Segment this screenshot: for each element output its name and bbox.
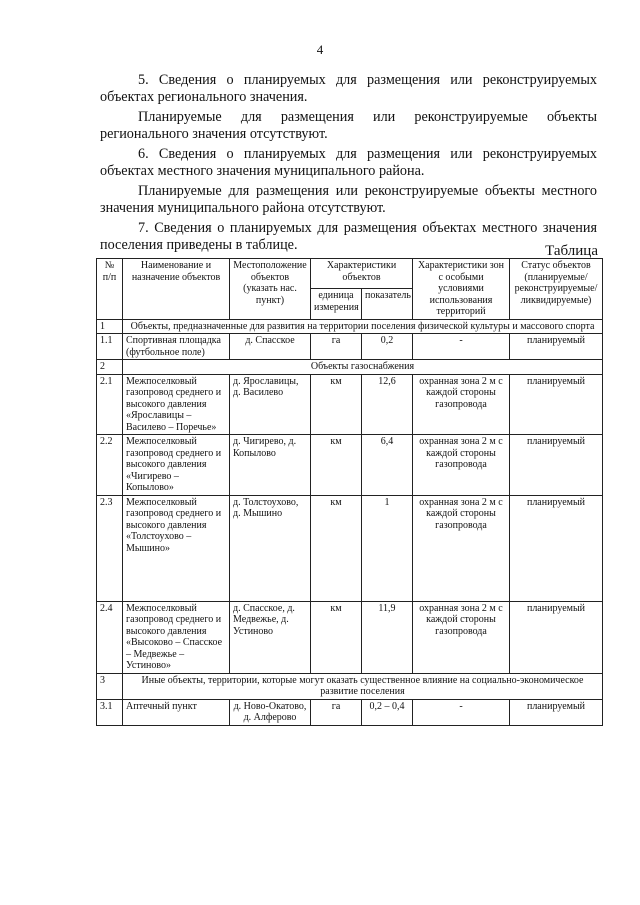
row-name: Аптечный пункт <box>123 699 230 725</box>
row-status: планируемый <box>510 435 603 496</box>
row-location: д. Ново-Окатово, д. Алферово <box>230 699 311 725</box>
row-value: 12,6 <box>362 374 413 435</box>
row-value: 6,4 <box>362 435 413 496</box>
header-location: Местоположение объектов (указать нас. пункт) <box>230 259 311 320</box>
row-status: планируемый <box>510 374 603 435</box>
row-unit: км <box>311 601 362 673</box>
row-num: 3.1 <box>97 699 123 725</box>
section-num: 3 <box>97 673 123 699</box>
row-zone: - <box>413 699 510 725</box>
row-value: 0,2 <box>362 334 413 360</box>
header-row <box>97 259 603 289</box>
row-value: 11,9 <box>362 601 413 673</box>
header-name: Наименование и назначение объектов <box>123 259 230 320</box>
row-unit: км <box>311 435 362 496</box>
row-num: 2.2 <box>97 435 123 496</box>
row-unit: км <box>311 374 362 435</box>
table-row <box>97 435 603 496</box>
table-row <box>97 334 603 360</box>
header-value: показатель <box>362 289 413 319</box>
row-location: д. Толстоухово, д. Мышино <box>230 495 311 601</box>
section-row <box>97 360 603 375</box>
table-row <box>97 699 603 725</box>
row-name: Межпоселковый газопровод среднего и высокого давления «Чигирево – Копылово» <box>123 435 230 496</box>
section-num: 2 <box>97 360 123 375</box>
page-number: 4 <box>316 42 324 57</box>
row-name: Межпоселковый газопровод среднего и высокого давления «Высоково – Спасское – Медвежье – Устиново» <box>123 601 230 673</box>
section-title: Объекты газоснабжения <box>123 360 603 375</box>
row-zone: охранная зона 2 м с каждой стороны газопровода <box>413 374 510 435</box>
row-zone: охранная зона 2 м с каждой стороны газопровода <box>413 435 510 496</box>
row-zone: охранная зона 2 м с каждой стороны газопровода <box>413 495 510 601</box>
row-num: 2.1 <box>97 374 123 435</box>
objects-table <box>96 258 603 726</box>
section-row <box>97 319 603 334</box>
row-name: Межпоселковый газопровод среднего и высокого давления «Толстоухово – Мышино» <box>123 495 230 601</box>
header-unit: единица измерения <box>311 289 362 319</box>
row-name: Спортивная площадка (футбольное поле) <box>123 334 230 360</box>
section-title: Иные объекты, территории, которые могут оказать существенное влияние на социально-экономическое развитие поселения <box>123 673 603 699</box>
paragraph-5-note: Планируемые для размещения или реконструируемые объекты регионального значения отсутствуют. <box>100 109 597 142</box>
row-zone: охранная зона 2 м с каждой стороны газопровода <box>413 601 510 673</box>
section-num: 1 <box>97 319 123 334</box>
table-row <box>97 495 603 601</box>
row-status: планируемый <box>510 601 603 673</box>
row-value: 1 <box>362 495 413 601</box>
header-num: № п/п <box>97 259 123 320</box>
row-unit: га <box>311 699 362 725</box>
paragraph-6-note: Планируемые для размещения или реконструируемые объекты местного значения муниципального района отсутствуют. <box>100 183 597 216</box>
table-row <box>97 374 603 435</box>
row-zone: - <box>413 334 510 360</box>
row-name: Межпоселковый газопровод среднего и высокого давления «Ярославицы – Василево – Поречье» <box>123 374 230 435</box>
row-location: д. Спасское, д. Медвежье, д. Устиново <box>230 601 311 673</box>
row-location: д. Спасское <box>230 334 311 360</box>
paragraph-6: 6. Сведения о планируемых для размещения или реконструируемых объектах местного значения муниципального района. <box>100 146 597 179</box>
header-status: Статус объектов (планируемые/ реконструируемые/ликвидируемые) <box>510 259 603 320</box>
row-num: 2.4 <box>97 601 123 673</box>
row-value: 0,2 – 0,4 <box>362 699 413 725</box>
table-row <box>97 601 603 673</box>
intro-text <box>100 72 597 253</box>
header-zones: Характеристики зон с особыми условиями использования территорий <box>413 259 510 320</box>
row-status: планируемый <box>510 495 603 601</box>
section-title: Объекты, предназначенные для развития на территории поселения физической культуры и массового спорта <box>123 319 603 334</box>
row-unit: км <box>311 495 362 601</box>
row-status: планируемый <box>510 334 603 360</box>
row-status: планируемый <box>510 699 603 725</box>
row-location: д. Чигирево, д. Копылово <box>230 435 311 496</box>
row-location: д. Ярославицы, д. Василево <box>230 374 311 435</box>
row-num: 2.3 <box>97 495 123 601</box>
paragraph-7: 7. Сведения о планируемых для размещения объектах местного значения поселения приведены в таблице. <box>100 220 597 253</box>
row-num: 1.1 <box>97 334 123 360</box>
row-unit: га <box>311 334 362 360</box>
section-row <box>97 673 603 699</box>
paragraph-5: 5. Сведения о планируемых для размещения или реконструируемых объектах регионального значения. <box>100 72 597 105</box>
table-caption: Таблица <box>545 243 598 259</box>
header-characteristics: Характеристики объектов <box>311 259 413 289</box>
